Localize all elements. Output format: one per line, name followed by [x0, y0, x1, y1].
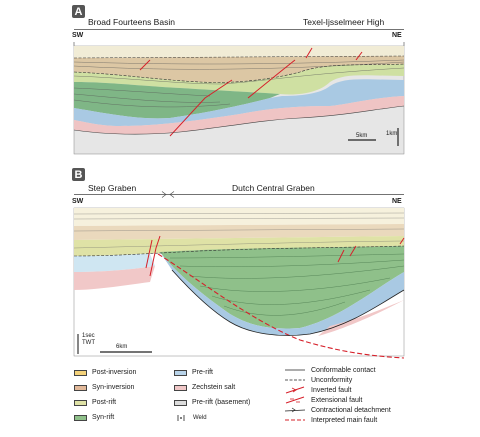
- legend-interpreted-main-fault: [284, 416, 377, 424]
- panel-b-title-left: Step Graben: [88, 183, 137, 193]
- legend-post-rift: [74, 399, 116, 406]
- interpreted-main-fault-icon: [284, 416, 306, 424]
- legend-label-pre-rift-basement: Pre-rift (basement): [192, 399, 251, 406]
- legend-syn-rift: [74, 414, 114, 421]
- legend-swatch-post-rift: [74, 400, 87, 406]
- legend-label-zechstein-salt: Zechstein salt: [192, 384, 236, 391]
- panel-b-scale-h: 6km: [116, 344, 128, 350]
- legend-weld: [176, 414, 207, 422]
- panel-b-title-right: Dutch Central Graben: [232, 183, 315, 193]
- legend-swatch-post-inversion: [74, 370, 87, 376]
- panel-b-scale-v-2: TWT: [82, 340, 95, 346]
- panel-b-letter: B: [72, 168, 85, 181]
- legend-label-inverted-fault: Inverted fault: [311, 386, 352, 394]
- legend-unconformity: [284, 376, 352, 384]
- panel-b-dir-ne: NE: [392, 198, 402, 205]
- legend-label-post-inversion: Post-inversion: [92, 369, 137, 376]
- panel-a-dir-ne: NE: [392, 32, 402, 39]
- panel-a-title-right: Texel-Ijsselmeer High: [303, 17, 385, 27]
- panel-a-scale-v: 1km: [386, 131, 398, 137]
- legend-label-contractional-detachment: Contractional detachment: [311, 406, 391, 414]
- legend-label-post-rift: Post-rift: [92, 399, 117, 406]
- contractional-detachment-icon: [284, 406, 306, 414]
- legend-swatch-syn-rift: [74, 415, 87, 421]
- weld-symbol-icon: [176, 414, 188, 422]
- panel-b-dir-sw: SW: [72, 198, 84, 205]
- legend-contractional-detachment: [284, 406, 391, 414]
- legend-label-weld: Weld: [193, 415, 207, 421]
- legend-pre-rift: [174, 369, 213, 376]
- legend-swatch-pre-rift: [174, 370, 187, 376]
- legend-label-pre-rift: Pre-rift: [192, 369, 213, 376]
- legend-post-inversion: [74, 369, 136, 376]
- legend-swatch-pre-rift-basement: [174, 400, 187, 406]
- panel-a-letter: A: [72, 5, 85, 18]
- panel-a-title-left: Broad Fourteens Basin: [88, 17, 175, 27]
- legend-label-interpreted-main-fault: Interpreted main fault: [311, 416, 378, 424]
- legend-label-syn-rift: Syn-rift: [92, 414, 115, 421]
- legend-syn-inversion: [74, 384, 134, 391]
- legend-label-unconformity: Unconformity: [311, 376, 353, 384]
- legend-pre-rift-basement: [174, 399, 250, 406]
- legend-extensional-fault: [284, 396, 362, 404]
- conformable-contact-icon: [284, 366, 306, 374]
- panel-a-dir-sw: SW: [72, 32, 84, 39]
- legend-label-extensional-fault: Extensional fault: [311, 396, 363, 404]
- unconformity-icon: [284, 376, 306, 384]
- legend-label-conformable-contact: Conformable contact: [311, 366, 376, 374]
- panel-a-scale-h: 5km: [356, 133, 368, 139]
- panel-b-scale-v-1: 1sec: [82, 333, 95, 339]
- legend-label-syn-inversion: Syn-inversion: [92, 384, 135, 391]
- inverted-fault-icon: [284, 386, 306, 394]
- legend-conformable-contact: [284, 366, 376, 374]
- extensional-fault-icon: [284, 396, 306, 404]
- legend-swatch-syn-inversion: [74, 385, 87, 391]
- legend-swatch-zechstein-salt: [174, 385, 187, 391]
- legend-zechstein-salt: [174, 384, 235, 391]
- legend-inverted-fault: [284, 386, 351, 394]
